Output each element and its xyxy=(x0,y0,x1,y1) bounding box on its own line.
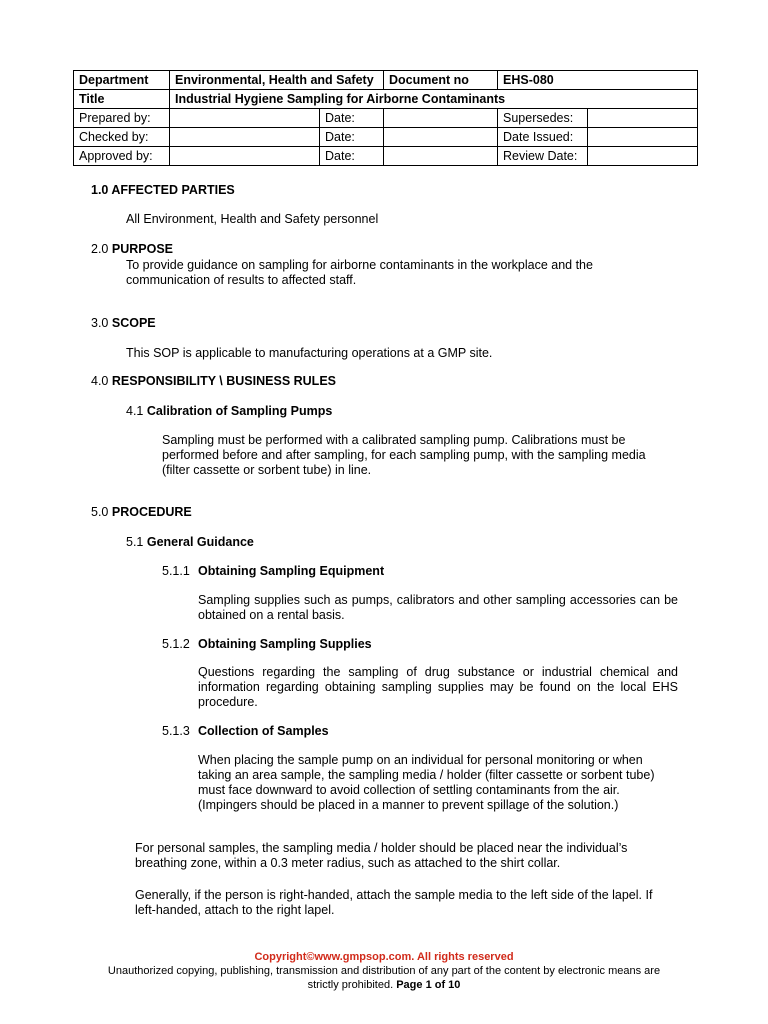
section-5-title: PROCEDURE xyxy=(111,505,192,519)
section-2-heading xyxy=(91,242,173,256)
approved-by-value xyxy=(170,147,320,166)
checked-date-value xyxy=(384,128,498,147)
section-4-1-line-2: performed before and after sampling, for each sampling pump, with the sampling media xyxy=(162,448,646,462)
page-number: Page 1 of 10 xyxy=(396,979,461,991)
lapel-placement-line-2: left-handed, attach to the right lapel. xyxy=(135,903,335,917)
prepared-date-value xyxy=(384,109,498,128)
item-5-1-1-body xyxy=(198,593,678,623)
item-5-1-2-line-3: procedure. xyxy=(198,695,258,709)
footer-copyright: Copyright©www.gmpsop.com. All rights reserved xyxy=(254,951,514,963)
personal-samples-paragraph xyxy=(135,841,627,871)
section-4-1-line-1: Sampling must be performed with a calibrated sampling pump. Calibrations must be xyxy=(162,433,626,447)
title-value: Industrial Hygiene Sampling for Airborne Contaminants xyxy=(170,90,698,109)
item-5-1-2-number: 5.1.2 xyxy=(162,637,190,651)
section-2-line-2: communication of results to affected staff. xyxy=(126,273,357,287)
personal-samples-line-1: For personal samples, the sampling media / holder should be placed near the individual’s xyxy=(135,841,628,855)
section-4-heading xyxy=(91,374,336,388)
document-control-table xyxy=(73,70,698,166)
prepared-date-label: Date: xyxy=(320,109,384,128)
section-5-1-heading xyxy=(126,535,254,549)
item-5-1-3-title: Collection of Samples xyxy=(198,724,329,738)
supersedes-label: Supersedes: xyxy=(498,109,588,128)
item-5-1-2-line-2: information regarding obtaining sampling supplies may be found on the local EHS xyxy=(198,680,678,694)
supersedes-value xyxy=(588,109,698,128)
section-2-line-1: To provide guidance on sampling for airborne contaminants in the workplace and the xyxy=(126,258,593,272)
checked-date-label: Date: xyxy=(320,128,384,147)
checked-by-label: Checked by: xyxy=(74,128,170,147)
section-2-title: PURPOSE xyxy=(111,242,174,256)
section-3-number: 3.0 xyxy=(91,316,109,330)
lapel-placement-line-1: Generally, if the person is right-handed, attach the sample media to the left side of the lapel. If xyxy=(135,888,653,902)
checked-by-value xyxy=(170,128,320,147)
section-3-body: This SOP is applicable to manufacturing operations at a GMP site. xyxy=(126,346,493,360)
prepared-by-value xyxy=(170,109,320,128)
item-5-1-3-line-3: must face downward to avoid collection of settling contaminants from the air. xyxy=(198,783,620,797)
date-issued-label: Date Issued: xyxy=(498,128,588,147)
item-5-1-3-body xyxy=(198,753,655,813)
item-5-1-3-line-4: (Impingers should be placed in a manner to prevent spillage of the solution.) xyxy=(198,798,619,812)
section-5-heading xyxy=(91,505,192,519)
section-4-1-body xyxy=(162,433,646,478)
table-row-title xyxy=(74,90,698,109)
section-4-number: 4.0 xyxy=(91,374,109,388)
item-5-1-3-line-1: When placing the sample pump on an individual for personal monitoring or when xyxy=(198,753,643,767)
section-4-1-heading xyxy=(126,404,332,418)
section-4-1-title: Calibration of Sampling Pumps xyxy=(146,404,333,418)
section-1-heading: 1.0 AFFECTED PARTIES xyxy=(91,183,235,197)
item-5-1-1-line-2: obtained on a rental basis. xyxy=(198,608,345,622)
table-row-checked xyxy=(74,128,698,147)
section-5-1-title: General Guidance xyxy=(146,535,254,549)
section-5-number: 5.0 xyxy=(91,505,109,519)
footer-notice-text: strictly prohibited. xyxy=(307,979,394,991)
department-label: Department xyxy=(74,71,170,90)
section-3-heading xyxy=(91,316,156,330)
date-issued-value xyxy=(588,128,698,147)
footer-notice-line-2 xyxy=(0,979,768,991)
item-5-1-3-line-2: taking an area sample, the sampling media / holder (filter cassette or sorbent tube) xyxy=(198,768,655,782)
section-1-body: All Environment, Health and Safety personnel xyxy=(126,212,379,226)
section-3-title: SCOPE xyxy=(111,316,156,330)
approved-by-label: Approved by: xyxy=(74,147,170,166)
item-5-1-3-number: 5.1.3 xyxy=(162,724,190,738)
footer-notice-line-1: Unauthorized copying, publishing, transmission and distribution of any part of the content by electronic means are xyxy=(107,965,661,977)
section-4-title: RESPONSIBILITY \ BUSINESS RULES xyxy=(111,374,336,388)
section-2-number: 2.0 xyxy=(91,242,109,256)
prepared-by-label: Prepared by: xyxy=(74,109,170,128)
personal-samples-line-2: breathing zone, within a 0.3 meter radius, such as attached to the shirt collar. xyxy=(135,856,561,870)
review-date-label: Review Date: xyxy=(498,147,588,166)
item-5-1-2-body xyxy=(198,665,678,710)
review-date-value xyxy=(588,147,698,166)
lapel-placement-paragraph xyxy=(135,888,652,918)
item-5-1-1-line-1: Sampling supplies such as pumps, calibrators and other sampling accessories can be xyxy=(198,593,678,607)
section-4-1-line-3: (filter cassette or sorbent tube) in line. xyxy=(162,463,372,477)
item-5-1-1-title: Obtaining Sampling Equipment xyxy=(198,564,385,578)
item-5-1-2-line-1: Questions regarding the sampling of drug substance or industrial chemical and xyxy=(198,665,678,679)
approved-date-value xyxy=(384,147,498,166)
item-5-1-1-number: 5.1.1 xyxy=(162,564,190,578)
document-no-label: Document no xyxy=(384,71,498,90)
section-2-body xyxy=(126,258,593,288)
table-row-department xyxy=(74,71,698,90)
table-row-prepared xyxy=(74,109,698,128)
document-no-value: EHS-080 xyxy=(498,71,698,90)
department-value: Environmental, Health and Safety xyxy=(170,71,384,90)
section-5-1-number: 5.1 xyxy=(126,535,144,549)
item-5-1-2-title: Obtaining Sampling Supplies xyxy=(198,637,372,651)
table-row-approved xyxy=(74,147,698,166)
approved-date-label: Date: xyxy=(320,147,384,166)
section-4-1-number: 4.1 xyxy=(126,404,144,418)
title-label: Title xyxy=(74,90,170,109)
